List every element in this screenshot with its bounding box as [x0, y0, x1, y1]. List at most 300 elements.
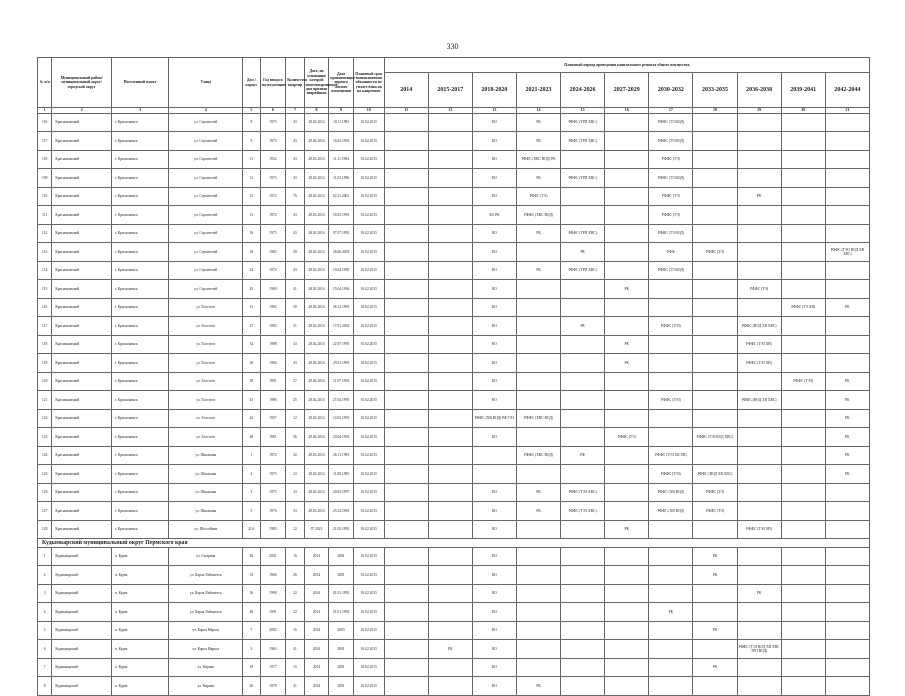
header-date-emergency: Дата, на основании которой многоквартирный дом признан аварийным: [304, 58, 329, 108]
table-cell: 1976: [260, 502, 286, 521]
table-row: [38, 150, 870, 169]
table-cell: 2002: [260, 621, 286, 640]
table-cell: [384, 113, 428, 132]
table-cell: 28.02.2014: [304, 224, 329, 243]
table-cell: РФ: [561, 446, 605, 465]
table-cell: 28.02.2014: [304, 428, 329, 447]
table-row: [38, 372, 870, 391]
table-cell: 6: [38, 640, 52, 659]
table-cell: [605, 206, 649, 225]
table-cell: РФФ: [649, 243, 693, 262]
table-cell: 1991: [260, 603, 286, 622]
table-cell: 28.02.2014: [304, 483, 329, 502]
table-cell: РФФС (ТЭЗ ХВС): [561, 483, 605, 502]
table-cell: [605, 261, 649, 280]
table-cell: РФФС (ТЭ): [649, 187, 693, 206]
table-cell: [561, 465, 605, 484]
table-cell: [825, 150, 869, 169]
table-cell: [561, 520, 605, 539]
table-cell: 126: [38, 483, 52, 502]
table-cell: РК: [428, 640, 472, 659]
table-cell: Краснокамский: [52, 446, 111, 465]
table-cell: РФФС (ТЭЗ ХВ ХВ): [649, 446, 693, 465]
table-cell: 3: [111, 108, 168, 114]
table-cell: 1990: [260, 584, 286, 603]
table-cell: Краснокамский: [52, 113, 111, 132]
table-cell: 121: [38, 391, 52, 410]
table-cell: [605, 391, 649, 410]
table-cell: КО: [472, 335, 516, 354]
table-cell: [384, 603, 428, 622]
table-cell: 7: [38, 658, 52, 677]
table-cell: п. Кудва: [111, 621, 168, 640]
table-cell: 22.07.1993: [329, 335, 354, 354]
table-cell: [693, 520, 737, 539]
table-cell: КО: [472, 132, 516, 151]
table-cell: [781, 677, 825, 696]
table-cell: 11: [384, 108, 428, 114]
table-cell: 22: [286, 584, 304, 603]
table-cell: 2001: [260, 547, 286, 566]
table-cell: Краснокамский: [52, 465, 111, 484]
table-cell: [781, 547, 825, 566]
table-cell: ул. Школьная: [169, 502, 243, 521]
table-cell: РК: [516, 224, 560, 243]
table-cell: [781, 658, 825, 677]
table-cell: 01.02.2015: [353, 261, 384, 280]
table-cell: 21: [825, 108, 869, 114]
table-cell: РК: [825, 465, 869, 484]
table-cell: 15.04.1994: [329, 280, 354, 299]
table-cell: [428, 169, 472, 188]
table-cell: Краснокамский: [52, 298, 111, 317]
table-cell: 31: [286, 317, 304, 336]
table-cell: ул. Толстого: [169, 391, 243, 410]
table-cell: КО: [472, 547, 516, 566]
table-cell: ул. Толстого: [169, 428, 243, 447]
table-cell: РФФС (ТЭ): [693, 483, 737, 502]
table-cell: [384, 261, 428, 280]
table-row: [38, 298, 870, 317]
table-cell: [649, 520, 693, 539]
table-cell: Кудымкарский: [52, 566, 111, 585]
table-cell: РФФС (ТЭЗ ВОД ХВ ХВС ТРП ВОД): [737, 640, 781, 659]
table-cell: 1974: [260, 261, 286, 280]
table-cell: г. Краснокамск: [111, 520, 168, 539]
table-cell: Краснокамский: [52, 372, 111, 391]
table-cell: 01.02.2015: [353, 677, 384, 696]
table-cell: ул. Толстого: [169, 317, 243, 336]
table-cell: 26: [286, 566, 304, 585]
table-cell: 43: [286, 354, 304, 373]
table-cell: 39: [286, 243, 304, 262]
table-cell: РК: [825, 409, 869, 428]
header-apartments: Количество квартир: [286, 58, 304, 108]
table-cell: [825, 483, 869, 502]
table-cell: [693, 298, 737, 317]
table-cell: [561, 603, 605, 622]
table-cell: 1975: [260, 465, 286, 484]
table-cell: [384, 584, 428, 603]
table-cell: [649, 621, 693, 640]
table-cell: 25: [286, 391, 304, 410]
table-cell: 01.02.2015: [353, 280, 384, 299]
header-settlement: Населенный пункт: [111, 58, 168, 108]
table-cell: 4: [38, 603, 52, 622]
table-cell: 43: [286, 169, 304, 188]
table-cell: ул. Толстого: [169, 354, 243, 373]
table-cell: [737, 483, 781, 502]
table-cell: п. Кудва: [111, 640, 168, 659]
table-cell: [781, 502, 825, 521]
table-cell: 43: [286, 113, 304, 132]
table-cell: 119: [38, 354, 52, 373]
section-row: [38, 539, 870, 548]
table-row: [38, 502, 870, 521]
header-year: 2015-2017: [428, 73, 472, 108]
table-cell: [649, 428, 693, 447]
table-cell: [428, 428, 472, 447]
table-cell: [428, 603, 472, 622]
table-row: [38, 317, 870, 336]
table-cell: КО: [472, 520, 516, 539]
table-cell: [472, 465, 516, 484]
table-cell: [516, 584, 560, 603]
table-cell: 01.02.2015: [353, 317, 384, 336]
table-cell: КО: [472, 502, 516, 521]
table-cell: 01.01.1993: [329, 603, 354, 622]
table-cell: 28.02.2014: [304, 113, 329, 132]
table-cell: РК: [693, 566, 737, 585]
table-cell: РФФС (ХВС ВОД) РК: [516, 150, 560, 169]
table-cell: г. Краснокамск: [111, 113, 168, 132]
table-cell: [605, 502, 649, 521]
table-cell: 43: [286, 224, 304, 243]
table-cell: [649, 566, 693, 585]
table-cell: 1975: [260, 483, 286, 502]
table-cell: [605, 224, 649, 243]
table-cell: [384, 206, 428, 225]
table-cell: [825, 502, 869, 521]
table-cell: [384, 409, 428, 428]
table-cell: [737, 465, 781, 484]
table-cell: 28.02.2014: [304, 372, 329, 391]
table-cell: [781, 640, 825, 659]
table-cell: [428, 391, 472, 410]
table-cell: ул. Толстого: [169, 335, 243, 354]
table-row: [38, 354, 870, 373]
table-cell: 43: [286, 132, 304, 151]
table-cell: [737, 446, 781, 465]
table-cell: 01.02.2015: [353, 391, 384, 410]
table-cell: Краснокамский: [52, 428, 111, 447]
table-cell: [649, 280, 693, 299]
table-cell: [384, 150, 428, 169]
table-cell: РФФС (ТЭЗ): [781, 372, 825, 391]
table-cell: г. Краснокамск: [111, 465, 168, 484]
table-cell: г. Краснокамск: [111, 224, 168, 243]
table-cell: 10.11.1993: [329, 113, 354, 132]
table-cell: 01.02.2015: [353, 658, 384, 677]
table-cell: РФФС (ТЭЗ ВОД ХВС): [693, 428, 737, 447]
table-cell: 36: [243, 584, 260, 603]
table-row: [38, 640, 870, 659]
table-cell: [561, 372, 605, 391]
table-cell: РФФС (ТРП ХВС): [561, 169, 605, 188]
table-cell: ул. Карла Либкнехта: [169, 566, 243, 585]
table-cell: 5: [38, 621, 52, 640]
table-cell: [561, 621, 605, 640]
table-row: [38, 206, 870, 225]
table-cell: РФФС (ТЭЗ): [649, 391, 693, 410]
table-cell: РФФС (ТЭЗ ХВ): [737, 354, 781, 373]
table-cell: КО: [472, 224, 516, 243]
table-cell: [384, 243, 428, 262]
table-cell: [781, 566, 825, 585]
table-cell: [561, 640, 605, 659]
table-cell: 1: [38, 547, 52, 566]
table-cell: 24: [243, 261, 260, 280]
table-cell: [384, 547, 428, 566]
table-cell: 01.02.2015: [353, 150, 384, 169]
table-cell: 33: [286, 483, 304, 502]
header-year: 2033-2035: [693, 73, 737, 108]
table-cell: [649, 298, 693, 317]
table-cell: 7: [286, 108, 304, 114]
table-cell: [472, 446, 516, 465]
table-row: [38, 446, 870, 465]
table-cell: [561, 280, 605, 299]
table-cell: Краснокамский: [52, 150, 111, 169]
table-cell: 41: [286, 677, 304, 696]
table-cell: [561, 428, 605, 447]
table-cell: 40: [243, 603, 260, 622]
table-cell: [693, 132, 737, 151]
table-cell: 21.07.1993: [329, 372, 354, 391]
table-cell: 17: [649, 108, 693, 114]
table-cell: 48: [243, 428, 260, 447]
table-cell: [737, 677, 781, 696]
table-cell: 1: [38, 108, 52, 114]
table-cell: КО: [472, 317, 516, 336]
table-row: [38, 428, 870, 447]
table-cell: 01.02.2015: [353, 187, 384, 206]
table-cell: [561, 391, 605, 410]
table-cell: [825, 603, 869, 622]
table-cell: [825, 640, 869, 659]
table-cell: [605, 566, 649, 585]
table-cell: 6: [260, 108, 286, 114]
table-cell: [825, 261, 869, 280]
table-cell: [384, 335, 428, 354]
table-cell: [605, 640, 649, 659]
table-cell: 27: [243, 317, 260, 336]
table-cell: 12: [286, 409, 304, 428]
table-cell: 1957: [260, 409, 286, 428]
table-cell: 28.02.2014: [304, 446, 329, 465]
table-cell: [561, 206, 605, 225]
table-cell: [516, 335, 560, 354]
table-cell: КО: [472, 658, 516, 677]
table-cell: КО: [472, 298, 516, 317]
header-year: 2042-2044: [825, 73, 869, 108]
table-cell: 01.02.2015: [353, 621, 384, 640]
table-cell: РФФС (ВОД ХВ ХВС): [737, 317, 781, 336]
table-cell: 3: [38, 584, 52, 603]
table-cell: [428, 206, 472, 225]
table-cell: 01.02.2015: [353, 446, 384, 465]
table-row: [38, 621, 870, 640]
table-cell: РФФС (ТЭ): [693, 502, 737, 521]
table-cell: [561, 150, 605, 169]
table-cell: 16.02.1993: [329, 132, 354, 151]
table-cell: 01.02.2015: [353, 243, 384, 262]
table-cell: ул. Шоссейная: [169, 520, 243, 539]
table-cell: [428, 566, 472, 585]
table-cell: РФФС (ХВ ВОД): [649, 483, 693, 502]
table-cell: [781, 335, 825, 354]
table-cell: [693, 261, 737, 280]
table-cell: [516, 428, 560, 447]
table-cell: КО: [472, 372, 516, 391]
table-cell: 76: [286, 187, 304, 206]
table-cell: [384, 428, 428, 447]
table-cell: ул. Школьная: [169, 465, 243, 484]
table-cell: 1963: [260, 640, 286, 659]
table-cell: Краснокамский: [52, 280, 111, 299]
table-cell: [428, 520, 472, 539]
table-cell: 12: [428, 108, 472, 114]
table-cell: 124: [38, 446, 52, 465]
table-cell: [825, 547, 869, 566]
table-cell: [737, 261, 781, 280]
table-cell: [384, 280, 428, 299]
table-cell: РК: [516, 169, 560, 188]
table-cell: [428, 113, 472, 132]
table-cell: 01.02.2015: [353, 132, 384, 151]
header-year: 2027-2029: [605, 73, 649, 108]
table-cell: 43: [286, 261, 304, 280]
table-cell: [649, 640, 693, 659]
table-cell: [693, 150, 737, 169]
table-cell: [428, 335, 472, 354]
table-cell: 127: [38, 502, 52, 521]
table-cell: [737, 150, 781, 169]
header-house: Дом / корпус: [243, 58, 260, 108]
table-cell: [516, 640, 560, 659]
table-cell: КО: [472, 621, 516, 640]
table-cell: РК: [693, 547, 737, 566]
table-cell: РФФС (ВОД ХВ ХВС): [737, 391, 781, 410]
table-cell: 111: [38, 206, 52, 225]
table-cell: [737, 298, 781, 317]
table-cell: [781, 621, 825, 640]
table-cell: [825, 187, 869, 206]
table-cell: [781, 187, 825, 206]
table-cell: [516, 243, 560, 262]
table-cell: 28.02.2014: [304, 187, 329, 206]
table-cell: [428, 354, 472, 373]
table-cell: [516, 317, 560, 336]
table-cell: [384, 354, 428, 373]
table-cell: 2014: [304, 677, 329, 696]
table-cell: [781, 317, 825, 336]
table-cell: 1977: [260, 658, 286, 677]
table-cell: [693, 206, 737, 225]
table-row: [38, 391, 870, 410]
table-cell: [737, 243, 781, 262]
table-cell: Краснокамский: [52, 261, 111, 280]
table-cell: [516, 391, 560, 410]
table-cell: Краснокамский: [52, 502, 111, 521]
table-cell: 23: [286, 465, 304, 484]
table-cell: РФФС (ТЭЗ): [649, 317, 693, 336]
table-cell: 2014: [304, 658, 329, 677]
table-cell: [693, 409, 737, 428]
table-cell: [561, 409, 605, 428]
table-cell: [737, 224, 781, 243]
table-cell: [781, 132, 825, 151]
table-cell: [693, 640, 737, 659]
table-cell: 2014: [304, 584, 329, 603]
table-cell: [428, 621, 472, 640]
table-cell: 41: [286, 640, 304, 659]
table-cell: КО: [472, 280, 516, 299]
table-cell: КО: [472, 677, 516, 696]
table-cell: [825, 317, 869, 336]
page-number: 330: [446, 42, 459, 51]
table-cell: 11.11.1994: [329, 150, 354, 169]
table-cell: РК: [605, 520, 649, 539]
table-cell: 21.03.1993: [329, 520, 354, 539]
table-cell: [384, 372, 428, 391]
table-cell: 34: [243, 335, 260, 354]
header-year: 2036-2038: [737, 73, 781, 108]
table-cell: 01.02.2015: [353, 603, 384, 622]
table-cell: РК: [516, 113, 560, 132]
table-row: [38, 132, 870, 151]
table-cell: Кудымкарский: [52, 603, 111, 622]
table-cell: 16: [286, 547, 304, 566]
table-cell: [561, 658, 605, 677]
table-cell: 01.02.2015: [353, 584, 384, 603]
table-cell: КО: [472, 261, 516, 280]
table-cell: [781, 280, 825, 299]
table-cell: [428, 298, 472, 317]
header-year: 2030-2032: [649, 73, 693, 108]
table-cell: 33: [286, 502, 304, 521]
header-year: 2021-2023: [516, 73, 560, 108]
table-cell: КО РК: [472, 206, 516, 225]
table-cell: [737, 621, 781, 640]
table-cell: п. Кудва: [111, 566, 168, 585]
table-cell: [825, 566, 869, 585]
table-cell: [649, 677, 693, 696]
table-cell: 43: [286, 206, 304, 225]
table-cell: г. Краснокамск: [111, 391, 168, 410]
table-cell: [781, 243, 825, 262]
table-cell: 25: [243, 280, 260, 299]
table-cell: 41: [243, 391, 260, 410]
table-cell: [825, 677, 869, 696]
table-row: [38, 409, 870, 428]
table-cell: 115: [38, 280, 52, 299]
table-cell: 20: [781, 108, 825, 114]
table-cell: 2014: [304, 566, 329, 585]
table-cell: 19.04.1995: [329, 261, 354, 280]
table-cell: 5: [243, 108, 260, 114]
table-cell: 01.02.2015: [353, 547, 384, 566]
